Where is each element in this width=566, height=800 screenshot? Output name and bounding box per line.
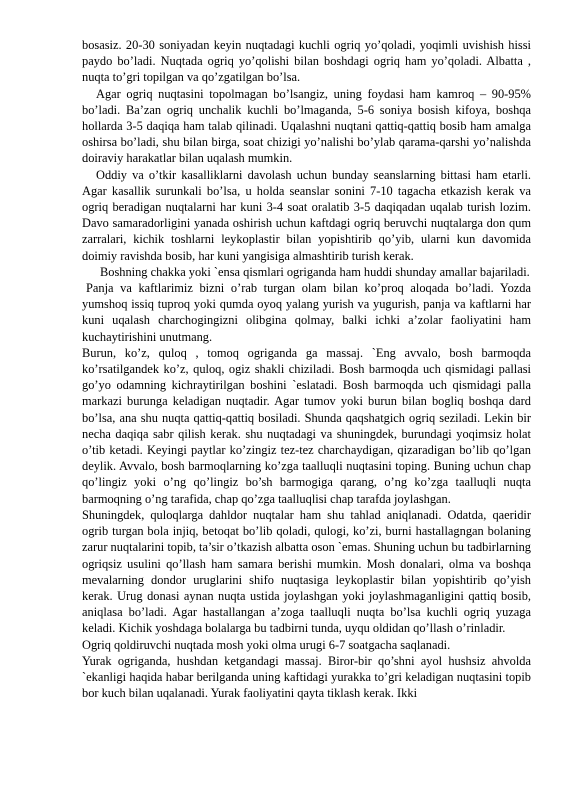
paragraph-6: Burun, ko’z, quloq , tomoq ogriganda ga massaj. `Eng avvalo, bosh barmoqda ko’rsatilgandek ko’z, quloq, ogiz shakli chiziladi. Bosh barmoqda uch qismidagi pallasi go’yo odamning kichraytirilgan boshini `eslatadi. Bosh barmoqda uch qismidagi palla markazi burunga keladigan nuqtadir. Agar tumov yoki burun bilan bogliq boshqa dard bo’lsa, ana shu nuqta qattiq-qattiq bosiladi. Shunda qaqshatgich ogriq seziladi. Lekin bir necha daqiqa sabr qilish kerak. shu nuqtadagi va shuningdek, burundagi yoqimsiz holat o’tib ketadi. Keyingi paytlar ko’zingiz tez-tez charchaydigan, qizaradigan bo’lib qo’lgan deylik. Avvalo, bosh barmoqlarning ko’zga taalluqli nuqtasini toping. Buning uchun chap qo’lingiz yoki o’ng qo’lingiz bo’sh barmogiga qarang, o’ng ko’zga taalluqli nuqta barmoqning o’ng tarafida, chap qo’zga taalluqlisi chap tarafda joylashgan. — [82, 345, 531, 506]
paragraph-5: Panja va kaftlarimiz bizni o’rab turgan olam bilan ko’proq aloqada bo’ladi. Yozda yumshoq issiq tuproq yoki qumda oyoq yalang yurish va yugurish, panja va kaftlarni har kuni uqalash charchogingizni olibgina qolmay, balki ichki a’zolar faoliyatini ham kuchaytirishini unutmang. — [82, 281, 531, 344]
paragraph-7: Shuningdek, quloqlarga dahldor nuqtalar ham shu tahlad aniqlanadi. Odatda, qaeridir ogrib turgan bola injiq, betoqat bo’lib qoladi, qulogi, ko’zi, burni hastallagngan bolaning zarur nuqtalarini topib, ta’sir o’tkazish albatta oson `emas. Shuning uchun bu tadbirlarning ogriqsiz usulini qo’llash ham samara berishi mumkin. Mosh donalari, olma va boshqa mevalarning dondor uruglarini shifo nuqtasiga leykoplastir bilan yopishtirib qo’yish kerak. Urug donasi aynan nuqta ustida joylashgan yoki joylashmaganligini qattiq bosib, aniqlasa bo’ladi. Agar hastallangan a’zoga taalluqli nuqta bo’lsa kuchli ogriq yuzaga keladi. Kichik yoshdaga bolalarga bu tadbirni tunda, uyqu oldidan qo’llash o’rinladir. — [82, 507, 531, 636]
paragraph-3: Oddiy va o’tkir kasalliklarni davolash uchun bunday seanslarning bittasi ham etarli. Agar kasallik surunkali bo’lsa, u holda seanslar sonini 7-10 tagacha etkazish kerak va ogriq beradigan nuqtalarni har kuni 3-4 soat oralatib 3-5 daqiqadan uqalab turish lozim. Davo samaradorligini yanada oshirish uchun kaftdagi ogriq beruvchi nuqtalarga don qum zarralari, kichik toshlarni leykoplastir bilan yopishtirib qo’yib, ularni kun davomida doimiy ravishda bosib, har kuni yangisiga almashtirib turish kerak. — [82, 167, 531, 263]
paragraph-1: bosasiz. 20-30 soniyadan keyin nuqtadagi kuchli ogriq yo’qoladi, yoqimli uvishish hissi paydo bo’ladi. Nuqtada ogriq yo’qolishi bilan boshdagi ogriq ham yo’qoladi. Albatta , nuqta to’gri topilgan va qo’zgatilgan bo’lsa. — [82, 38, 531, 85]
paragraph-9: Yurak ogriganda, hushdan ketgandagi massaj. Biror-bir qo’shni ayol hushsiz ahvolda `ekanligi haqida habar berilganda uning kaftidagi yurakka to’gri keladigan nuqtasini topib bor kuch bilan uqalanadi. Yurak faoliyatini qayta tiklash kerak. Ikki — [82, 653, 531, 701]
paragraph-4: Boshning chakka yoki `ensa qismlari ogriganda ham huddi shunday amallar bajariladi. — [100, 264, 530, 279]
paragraph-8: Ogriq qoldiruvchi nuqtada mosh yoki olma urugi 6-7 soatgacha saqlanadi. — [82, 637, 451, 652]
paragraph-2: Agar ogriq nuqtasini topolmagan bo’lsangiz, uning foydasi ham kamroq – 90-95% bo’ladi. Ba’zan ogriq unchalik kuchli bo’lmaganda, 5-6 soniya bosish kifoya, boshqa hollarda 3-5 daqiqa ham talab qilinadi. Uqalashni nuqtani qattiq-qattiq bosib ham amalga oshirsa bo’ladi, shu bilan birga, soat chizigi yo’nalishi bo’ylab qarama-qarshi yo’nalishda doiraviy harakatlar bilan uqalash mumkin. — [82, 86, 531, 166]
document-page — [82, 37, 531, 701]
